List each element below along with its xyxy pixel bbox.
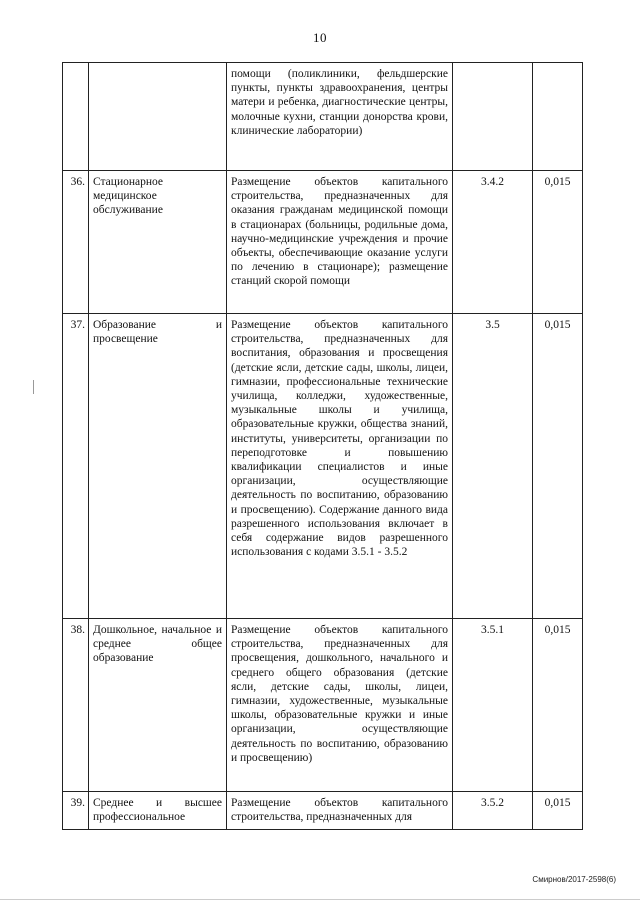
- row-number: 38.: [63, 619, 89, 792]
- use-type-name: Среднее и высшее профессиональное: [89, 792, 227, 830]
- table-row: [63, 63, 583, 171]
- use-type-description: Размещение объектов капитального строительства, предназначенных для просвещения, дошкольного, начального и среднего общего образования (детские ясли, детские сады, школы, лицеи, гимназии, художественные, музыкальные школы, образовательные кружки и иные организации, осуществляющие деятельность по воспитанию, образованию и просвещению): [227, 619, 453, 792]
- use-type-name: Стационарное медицинское обслуживание: [89, 171, 227, 314]
- table-row: [63, 619, 583, 792]
- coefficient-value: 0,015: [533, 792, 583, 830]
- coefficient-value: 0,015: [533, 314, 583, 619]
- row-number: [63, 63, 89, 171]
- coefficient-value: 0,015: [533, 619, 583, 792]
- classifier-code: 3.4.2: [453, 171, 533, 314]
- use-type-description: Размещение объектов капитального строительства, предназначенных для: [227, 792, 453, 830]
- use-type-description: Размещение объектов капитального строительства, предназначенных для оказания гражданам медицинской помощи в стационарах (больницы, родильные дома, научно-медицинские учреждения и прочие объекты, обеспечивающие оказание услуги по лечению в стационаре); размещение станций скорой помощи: [227, 171, 453, 314]
- table-row: [63, 314, 583, 619]
- land-use-table: [62, 62, 583, 830]
- row-number: 37.: [63, 314, 89, 619]
- document-reference: Смирнов/2017-2598(6): [532, 875, 616, 884]
- coefficient-value: [533, 63, 583, 171]
- use-type-description: Размещение объектов капитального строительства, предназначенных для воспитания, образования и просвещения (детские ясли, детские сады, школы, лицеи, гимназии, профессиональные технические училища, колледжи, художественные, музыкальные школы и училища, образовательные кружки, общества знаний, институты, университеты, организации по переподготовке и повышению квалификации специалистов и иные организации, осуществляющие деятельность по воспитанию, образованию и просвещению). Содержание данного вида разрешенного использования включает в себя содержание видов разрешенного использования с кодами 3.5.1 - 3.5.2: [227, 314, 453, 619]
- classifier-code: 3.5.1: [453, 619, 533, 792]
- row-number: 39.: [63, 792, 89, 830]
- page-bottom-edge: [0, 899, 640, 900]
- table-row: [63, 792, 583, 830]
- margin-mark: [33, 380, 34, 394]
- classifier-code: [453, 63, 533, 171]
- page-number: 10: [313, 30, 327, 45]
- classifier-code: 3.5.2: [453, 792, 533, 830]
- use-type-name: [89, 63, 227, 171]
- classifier-code: 3.5: [453, 314, 533, 619]
- coefficient-value: 0,015: [533, 171, 583, 314]
- use-type-description: помощи (поликлиники, фельдшерские пункты, пункты здравоохранения, центры матери и ребенка, диагностические центры, молочные кухни, станции донорства крови, клинические лаборатории): [227, 63, 453, 171]
- table-row: [63, 171, 583, 314]
- row-number: 36.: [63, 171, 89, 314]
- use-type-name: Дошкольное, начальное и среднее общее образование: [89, 619, 227, 792]
- use-type-name: Образование и просвещение: [89, 314, 227, 619]
